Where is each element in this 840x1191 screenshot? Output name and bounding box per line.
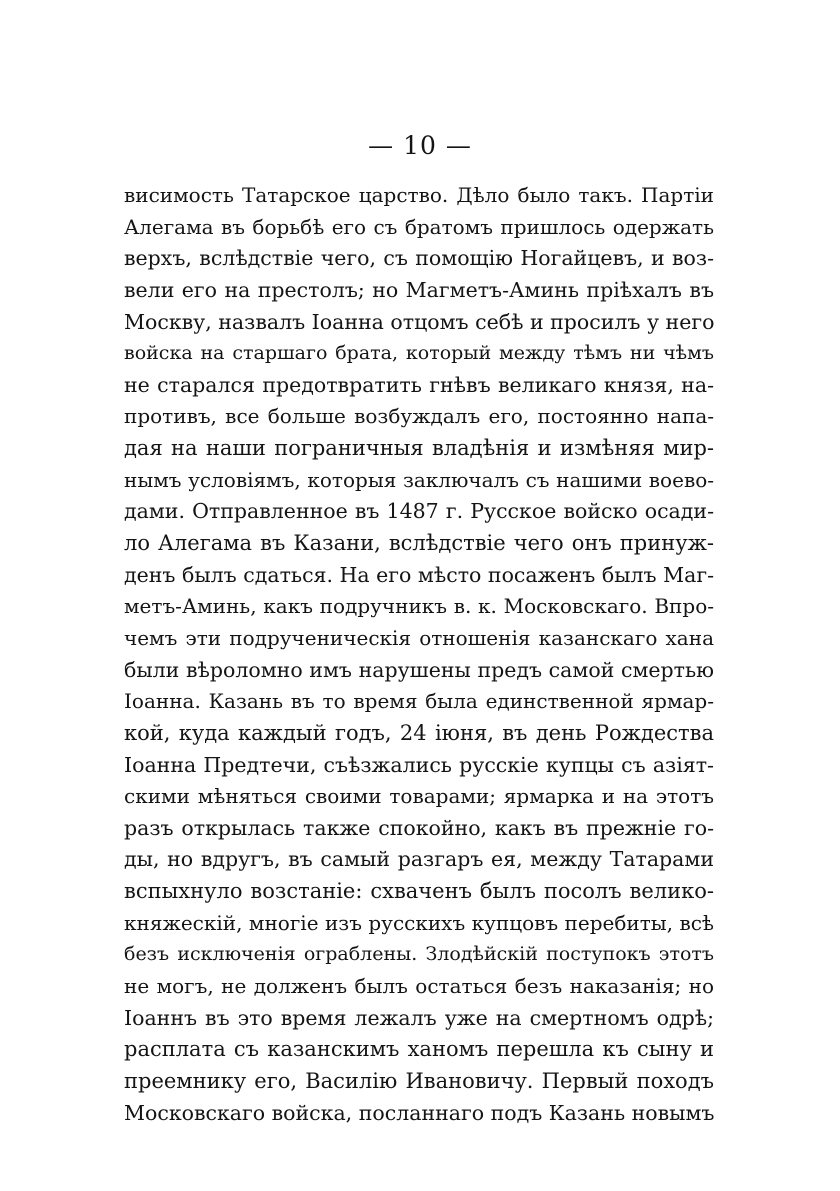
text-line: Iоаннъ въ это время лежалъ уже на смертномъ одрѣ;: [124, 1005, 714, 1030]
text-line: верхъ, вслѣдствiе чего, съ помощiю Ногайцевъ, и воз-: [124, 246, 714, 271]
text-line: не старался предотвратить гнѣвъ великаго князя, на-: [124, 372, 714, 397]
text-line: Москву, назвалъ Iоанна отцомъ себѣ и просилъ у него: [124, 309, 715, 334]
text-line: Московскаго войска, посланнаго подъ Казань новымъ: [124, 1100, 715, 1125]
text-line: скими мѣняться своими товарами; ярмарка и на этотъ: [124, 784, 714, 809]
text-line: вспыхнуло возстанiе: схваченъ былъ посолъ велико-: [124, 879, 714, 904]
text-line: висимость Татарское царство. Дѣло было такъ. Партiи: [124, 183, 714, 207]
text-line: Алегама въ борьбѣ его съ братомъ пришлось одержать: [124, 214, 714, 239]
text-line: княжескiй, многiе изъ русскихъ купцовъ перебиты, всѣ: [124, 910, 714, 935]
text-line: ды, но вдругъ, въ самый разгаръ ея, между Татарами: [124, 847, 714, 872]
text-line: чемъ эти подрученическiя отношенiя казанскаго хана: [124, 625, 714, 650]
text-line: разъ открылась также спокойно, какъ въ прежнiе го-: [124, 815, 714, 840]
text-line: были вѣроломно имъ нарушены предъ самой смертью: [124, 657, 714, 682]
text-line: дами. Отправленное въ 1487 г. Русское войско осади-: [124, 499, 714, 524]
text-line: расплата съ казанскимъ ханомъ перешла къ сыну и: [124, 1037, 714, 1062]
text-line: кой, куда каждый годъ, 24 iюня, въ день Рождества: [124, 720, 714, 745]
text-line: вели его на престолъ; но Магметъ-Аминь прiѣхалъ въ: [124, 277, 714, 302]
text-line: войска на старшаго брата, который между тѣмъ ни чѣмъ: [124, 342, 714, 365]
text-line: Iоанна. Казань въ то время была единственной ярмар-: [124, 689, 714, 714]
text-line: ло Алегама въ Казани, вслѣдствiе чего онъ принуж-: [124, 531, 714, 556]
text-line: Iоанна Предтечи, съѣзжались русскiе купцы съ азiят-: [124, 752, 714, 777]
text-line: не могъ, не долженъ былъ остаться безъ наказанiя; но: [124, 974, 714, 999]
page-number: — 10 —: [368, 131, 472, 160]
text-line: дая на наши пограничныя владѣнiя и измѣняя мир-: [124, 436, 714, 461]
text-line: денъ былъ сдаться. На его мѣсто посаженъ былъ Маг-: [124, 562, 714, 587]
body-text: [124, 180, 714, 1129]
text-line: преемнику его, Василiю Ивановичу. Первый походъ: [124, 1068, 714, 1093]
text-line: нымъ условiямъ, которыя заключалъ съ нашими воево-: [124, 467, 714, 492]
text-line: противъ, все больше возбуждалъ его, постоянно напа-: [124, 404, 714, 429]
text-line: метъ-Аминь, какъ подручникъ в. к. Московскаго. Впро-: [124, 594, 714, 619]
text-line: безъ исключенiя ограблены. Злодѣйскiй поступокъ этотъ: [124, 943, 714, 966]
